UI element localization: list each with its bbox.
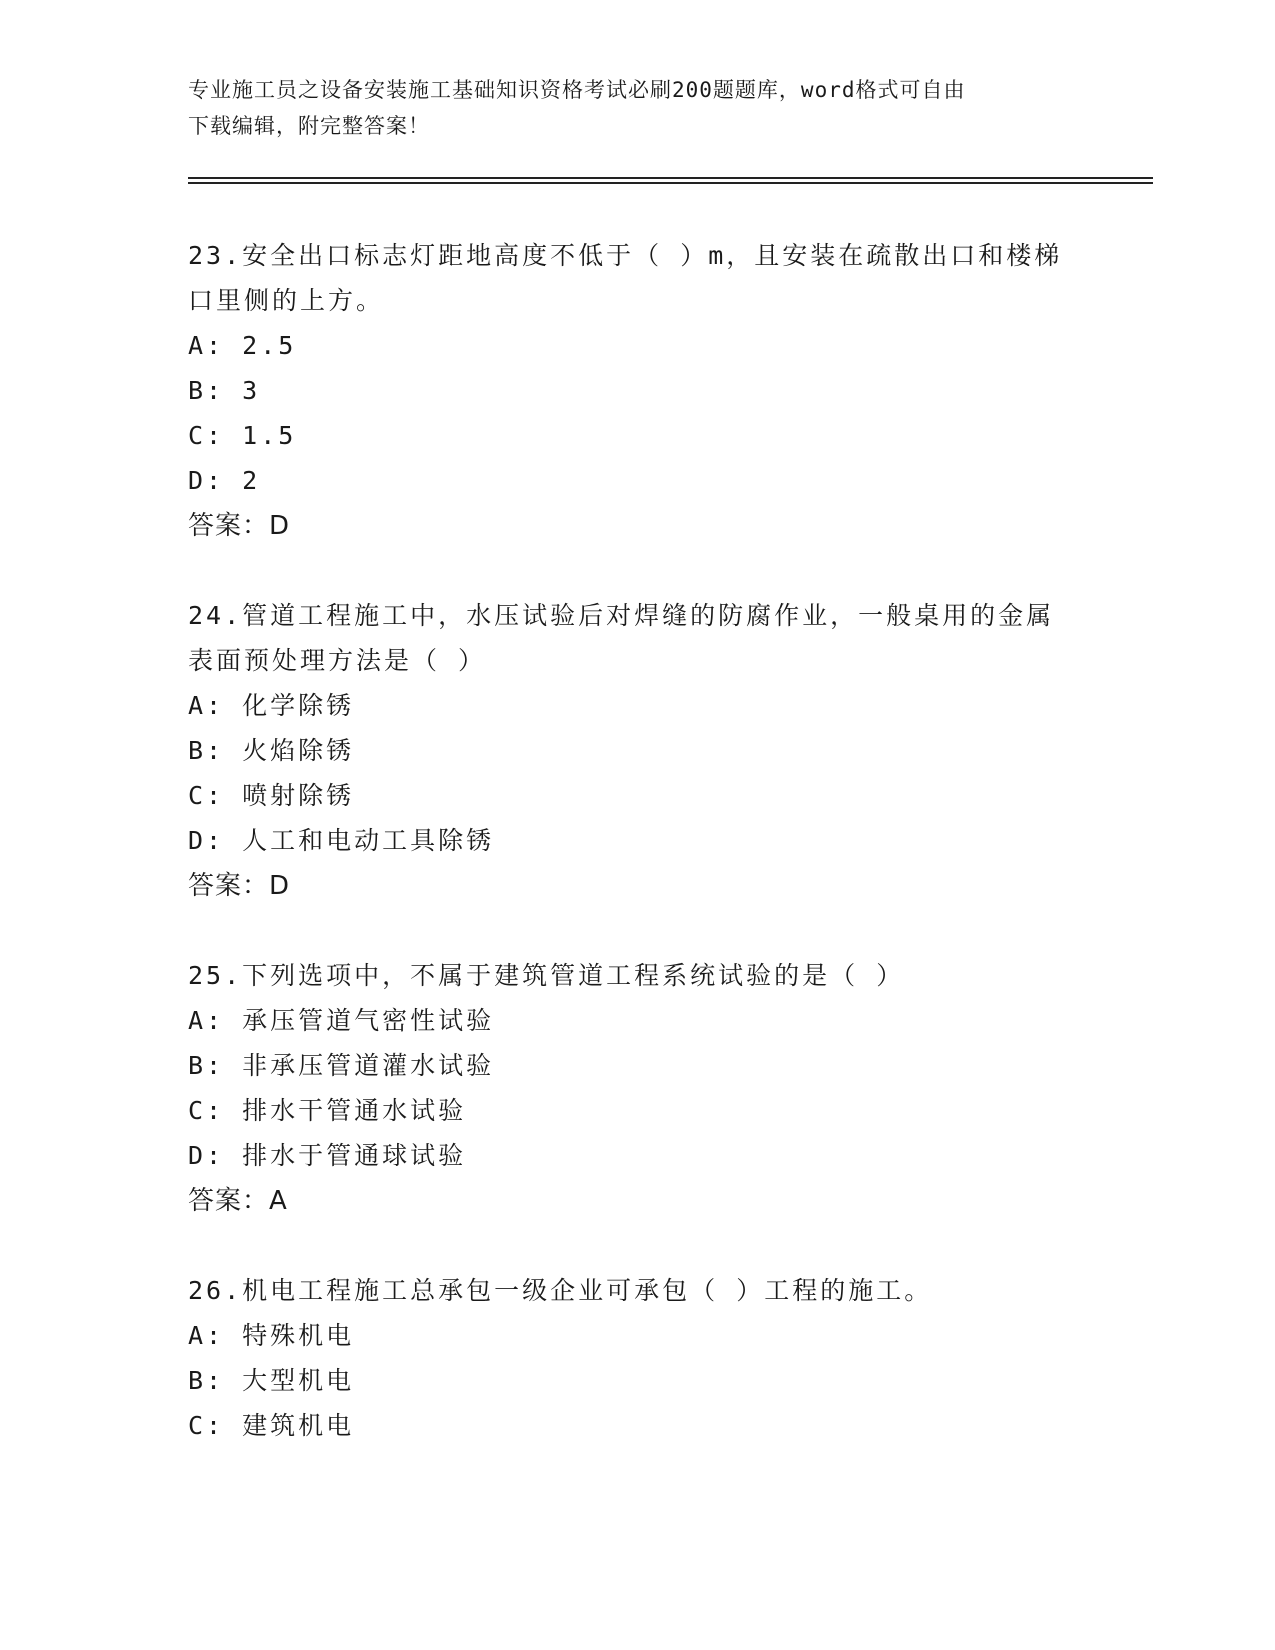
option-a: A: 特殊机电 — [188, 1321, 355, 1350]
header-divider-bottom — [188, 182, 1153, 184]
option-c: C: 排水干管通水试验 — [188, 1096, 467, 1125]
option-a: A: 化学除锈 — [188, 691, 355, 720]
header-divider-top — [188, 177, 1153, 179]
header-title-line-1: 专业施工员之设备安装施工基础知识资格考试必刷200题题库，word格式可自由 — [188, 78, 966, 102]
option-b: B: 3 — [188, 376, 261, 405]
question-25 — [188, 953, 1068, 1224]
option-c: C: 建筑机电 — [188, 1411, 355, 1440]
question-list — [188, 233, 1068, 1492]
answer-text: 答案：D — [188, 871, 291, 901]
question-stem-continued: 口里侧的上方。 — [188, 286, 385, 315]
option-d: D: 排水于管通球试验 — [188, 1141, 467, 1170]
question-24 — [188, 593, 1068, 909]
option-b: B: 火焰除锈 — [188, 736, 355, 765]
option-c: C: 喷射除锈 — [188, 781, 355, 810]
option-c: C: 1.5 — [188, 421, 297, 450]
question-26 — [188, 1268, 1068, 1448]
answer-text: 答案：D — [188, 511, 291, 541]
question-stem-continued: 表面预处理方法是（ ） — [188, 646, 487, 675]
option-a: A: 2.5 — [188, 331, 297, 360]
option-d: D: 人工和电动工具除锈 — [188, 826, 495, 855]
question-stem: 25.下列选项中，不属于建筑管道工程系统试验的是（ ） — [188, 961, 905, 990]
option-d: D: 2 — [188, 466, 261, 495]
option-b: B: 大型机电 — [188, 1366, 355, 1395]
header-title-line-2: 下载编辑，附完整答案！ — [188, 114, 430, 138]
question-stem: 26.机电工程施工总承包一级企业可承包（ ）工程的施工。 — [188, 1276, 933, 1305]
answer-text: 答案：A — [188, 1186, 288, 1216]
question-23 — [188, 233, 1068, 549]
document-header — [188, 72, 1068, 144]
option-a: A: 承压管道气密性试验 — [188, 1006, 495, 1035]
question-stem: 23.安全出口标志灯距地高度不低于（ ）m，且安装在疏散出口和楼梯 — [188, 241, 1063, 270]
option-b: B: 非承压管道灌水试验 — [188, 1051, 495, 1080]
question-stem: 24.管道工程施工中，水压试验后对焊缝的防腐作业，一般桌用的金属 — [188, 601, 1055, 630]
